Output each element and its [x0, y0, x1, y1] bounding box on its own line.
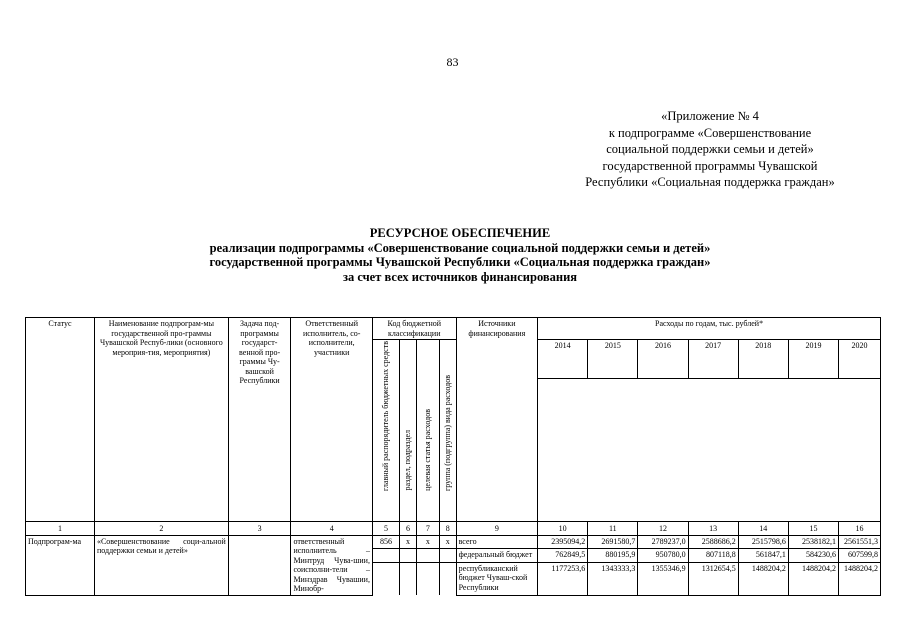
- column-number: 14: [738, 521, 788, 535]
- header-code-group: группа (подгруппа) вида расходов: [439, 340, 456, 522]
- appendix-line: к подпрограмме «Совершенствование: [608, 125, 812, 140]
- appendix-line: Республики «Социальная поддержка граждан»: [585, 175, 835, 189]
- header-year: 2014: [538, 340, 588, 379]
- column-number: 6: [400, 521, 417, 535]
- empty-code-cell: [439, 549, 456, 562]
- empty-code-cell: [439, 562, 456, 595]
- row-code-group: x: [439, 535, 456, 548]
- value-cell: 950780,0: [638, 549, 688, 562]
- appendix-note: [540, 108, 880, 191]
- column-number: 10: [538, 521, 588, 535]
- column-number: 7: [416, 521, 439, 535]
- column-number: 16: [839, 521, 881, 535]
- column-number: 12: [638, 521, 688, 535]
- value-cell: 2588686,2: [688, 535, 738, 548]
- appendix-line: социальной поддержки семьи и детей»: [606, 142, 814, 156]
- value-cell: 1355346,9: [638, 562, 688, 595]
- empty-code-cell: [400, 549, 417, 562]
- value-cell: 561847,1: [738, 549, 788, 562]
- value-cell: 2538182,1: [788, 535, 838, 548]
- header-expenses: Расходы по годам, тыс. рублей*: [538, 318, 881, 340]
- value-cell: 1488204,2: [788, 562, 838, 595]
- empty-code-cell: [400, 562, 417, 595]
- column-number-row: [26, 521, 881, 535]
- source-label: федеральный бюджет: [456, 549, 538, 562]
- value-cell: 762849,5: [538, 549, 588, 562]
- value-cell: 2789237,0: [638, 535, 688, 548]
- row-name: «Совершенствование соци-альной поддержки семьи и детей»: [94, 535, 228, 595]
- column-number: 5: [372, 521, 399, 535]
- value-cell: 2395094,2: [538, 535, 588, 548]
- heading-line: государственной программы Чувашской Республики «Социальная поддержка граждан»: [209, 255, 711, 269]
- row-executor: ответственный исполнитель – Минтруд Чува-шии, соисполни-тели – Минздрав Чувашии, Минобр-: [291, 535, 373, 595]
- appendix-line: государственной программы Чувашской: [602, 158, 818, 173]
- heading-title: РЕСУРСНОЕ ОБЕСПЕЧЕНИЕ: [369, 226, 551, 240]
- header-name: Наименование подпрограм-мы государственной про-граммы Чувашской Респуб-лики (основного мероприя-тия, мероприятия): [94, 318, 228, 522]
- column-number: 4: [291, 521, 373, 535]
- value-cell: 2691580,7: [588, 535, 638, 548]
- column-number: 3: [228, 521, 291, 535]
- document-heading: [100, 226, 820, 284]
- value-cell: 1177253,6: [538, 562, 588, 595]
- value-cell: 2561551,3: [839, 535, 881, 548]
- column-number: 11: [588, 521, 638, 535]
- value-cell: 584230,6: [788, 549, 838, 562]
- heading-line: реализации подпрограммы «Совершенствование социальной поддержки семьи и детей»: [209, 240, 711, 255]
- empty-code-cell: [416, 562, 439, 595]
- source-label: всего: [456, 535, 538, 548]
- empty-code-cell: [372, 562, 399, 595]
- header-executor: Ответственный исполнитель, со-исполнители, участники: [291, 318, 373, 522]
- header-sources: Источники финансирования: [456, 318, 538, 522]
- column-number: 15: [788, 521, 838, 535]
- header-year: 2019: [788, 340, 838, 379]
- row-status: Подпрограм-ма: [26, 535, 95, 595]
- column-number: 1: [26, 521, 95, 535]
- header-year: 2015: [588, 340, 638, 379]
- value-cell: 1488204,2: [738, 562, 788, 595]
- column-number: 13: [688, 521, 738, 535]
- column-number: 2: [94, 521, 228, 535]
- header-budget-code: Код бюджетной классификации: [372, 318, 456, 340]
- page-number: 83: [446, 55, 459, 69]
- table-row: [26, 535, 881, 548]
- empty-code-cell: [416, 549, 439, 562]
- value-cell: 807118,8: [688, 549, 738, 562]
- header-year: 2016: [638, 340, 688, 379]
- row-task: [228, 535, 291, 595]
- header-years-spacer: [538, 378, 881, 521]
- value-cell: 880195,9: [588, 549, 638, 562]
- value-cell: 607599,8: [839, 549, 881, 562]
- row-code-section: x: [400, 535, 417, 548]
- resource-table: [25, 317, 881, 596]
- heading-line: за счет всех источников финансирования: [342, 269, 578, 284]
- header-task: Задача под-программы государст-венной про-граммы Чу-вашской Республики: [228, 318, 291, 522]
- column-number: 9: [456, 521, 538, 535]
- row-code-target: x: [416, 535, 439, 548]
- source-label: республиканский бюджет Чуваш-ской Республики: [456, 562, 538, 595]
- header-year: 2020: [839, 340, 881, 379]
- value-cell: 1488204,2: [839, 562, 881, 595]
- value-cell: 1343333,3: [588, 562, 638, 595]
- column-number: 8: [439, 521, 456, 535]
- header-status: Статус: [26, 318, 95, 522]
- value-cell: 1312654,5: [688, 562, 738, 595]
- empty-code-cell: [372, 549, 399, 562]
- appendix-line: «Приложение № 4: [661, 109, 759, 123]
- header-year: 2018: [738, 340, 788, 379]
- row-code-admin: 856: [372, 535, 399, 548]
- header-code-section: раздел, подраздел: [400, 340, 417, 522]
- header-year: 2017: [688, 340, 738, 379]
- header-code-target: целевая статья расходов: [416, 340, 439, 522]
- value-cell: 2515798,6: [738, 535, 788, 548]
- header-code-admin: главный распорядитель бюджетных средств: [372, 340, 399, 522]
